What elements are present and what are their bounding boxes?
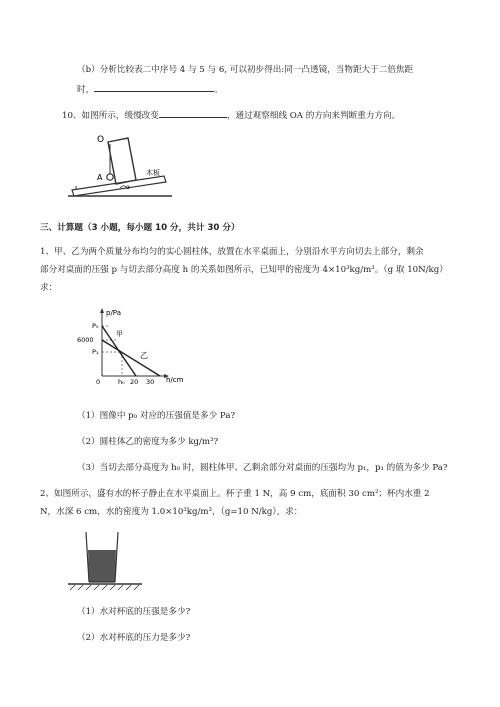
q9-part-b-suffix: 。 bbox=[214, 85, 223, 95]
tick-p1: P₁ bbox=[92, 348, 99, 356]
calc1-line1: 1、甲、乙为两个质量分布均匀的实心圆柱体，放置在水平桌面上，分别沿水平方向切去上部分，剩余 bbox=[40, 247, 424, 257]
calc2-line2: N，水深 6 cm，水的密度为 1.0×10³kg/m³，（g=10 N/kg），求： bbox=[40, 507, 303, 517]
tick-h0: h₀ bbox=[118, 378, 125, 386]
label-a: A bbox=[97, 173, 103, 182]
calc2-line1: 2、如图所示，盛有水的杯子静止在水平桌面上。杯子重 1 N，高 9 cm，底面积 30 cm²；杯内水重 2 bbox=[40, 489, 430, 499]
inclined-board bbox=[72, 176, 166, 196]
calc1-sub1: （1）图像中 p₀ 对应的压强值是多少 Pa? bbox=[77, 411, 236, 421]
q9-part-b-prefix: 时， bbox=[77, 85, 95, 95]
answer-blank[interactable] bbox=[94, 82, 214, 92]
tick-20: 20 bbox=[130, 378, 139, 386]
calc2-figure bbox=[66, 528, 146, 594]
q9-part-b-line2 bbox=[77, 82, 223, 96]
tick-p0: P₀ bbox=[92, 322, 99, 330]
y-axis-arrow bbox=[100, 308, 104, 313]
calc1-graph bbox=[74, 306, 184, 386]
q10-figure bbox=[68, 130, 178, 202]
curve-yi bbox=[102, 340, 160, 376]
bob bbox=[107, 174, 113, 180]
label-yi: 乙 bbox=[140, 351, 148, 360]
x-axis-label: h/cm bbox=[166, 376, 184, 384]
calc1-line2: 部分对桌面的压强 p 与切去部分高度 h 的关系如图所示，已知甲的密度为 4×10³kg/m³。（g 取 10N/kg） bbox=[40, 265, 448, 275]
tick-30: 30 bbox=[146, 378, 155, 386]
label-jia: 甲 bbox=[116, 330, 123, 338]
table-hatching bbox=[70, 585, 139, 590]
q10-text bbox=[62, 108, 400, 122]
section-3-title: 三、计算题（3 小题，每小题 10 分，共计 30 分） bbox=[40, 223, 240, 233]
calc2-sub2: （2）水对杯底的压力是多少? bbox=[77, 633, 191, 643]
water bbox=[88, 550, 116, 582]
y-axis-label: p/Pa bbox=[106, 309, 121, 317]
calc2-sub1: （1）水对杯底的压强是多少? bbox=[77, 607, 191, 617]
tick-6000: 6000 bbox=[77, 336, 94, 344]
label-board: 木板 bbox=[146, 169, 160, 177]
label-o: O bbox=[97, 135, 105, 145]
q10-suffix: ，通过观察细线 OA 的方向来判断重力方向。 bbox=[226, 111, 401, 121]
calc1-sub3: （3）当切去部分高度为 h₀ 时，圆柱体甲、乙剩余部分对桌面的压强均为 p₁，p₁ 的值为多少 Pa? bbox=[77, 463, 448, 473]
calc1-line3: 求： bbox=[40, 283, 58, 293]
q10-prefix: 10、如图所示，缓慢改变 bbox=[62, 111, 159, 121]
calc1-sub2: （2）圆柱体乙的密度为多少 kg/m³? bbox=[77, 437, 219, 447]
q9-part-b-line1: （b）分析比较表二中序号 4 与 5 与 6, 可以初步得出:同一凸透镜，当物距大于二倍焦距 bbox=[77, 65, 414, 75]
tick-origin: 0 bbox=[96, 378, 101, 386]
label-alpha: α bbox=[126, 184, 130, 191]
answer-blank[interactable] bbox=[159, 108, 227, 118]
